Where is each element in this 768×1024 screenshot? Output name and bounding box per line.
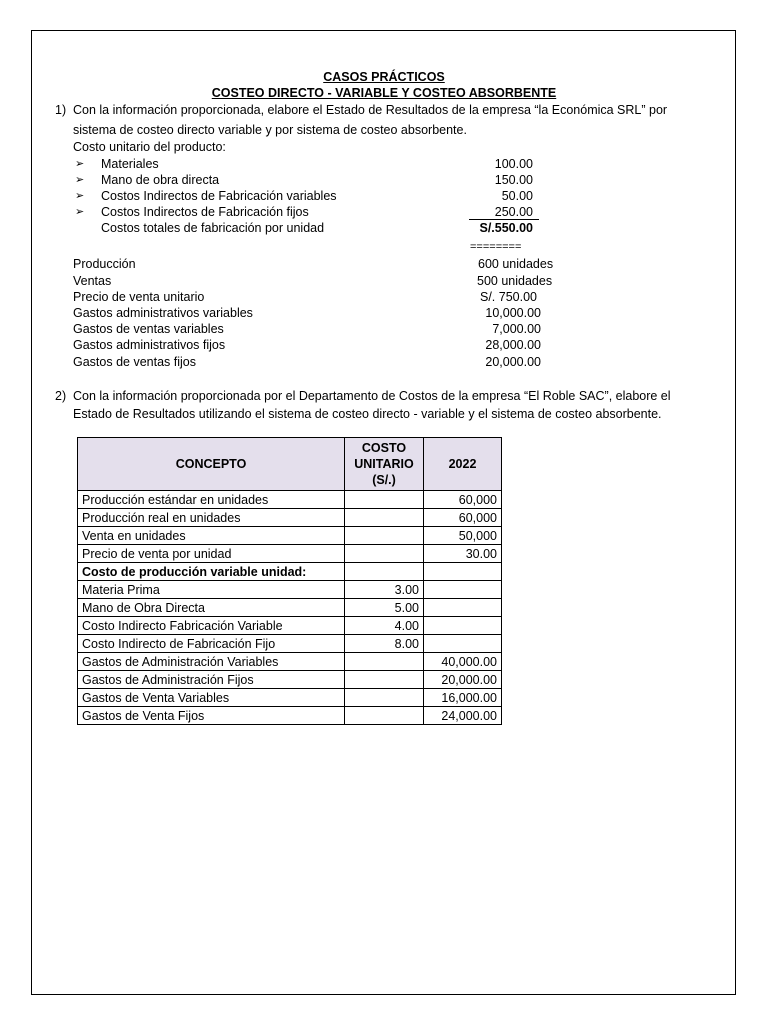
cell-year-value: 30.00 <box>424 545 502 563</box>
case1-text-line2: sistema de costeo directo variable y por sistema de costeo absorbente. <box>73 123 467 137</box>
cell-concept: Gastos de Venta Fijos <box>78 707 345 725</box>
bullet-icon: ➢ <box>75 190 85 202</box>
cell-year-value <box>424 563 502 581</box>
data-item-label: Gastos administrativos variables <box>73 306 253 320</box>
total-cost-value: S/.550.00 <box>479 221 533 235</box>
cost-item-label: Costos Indirectos de Fabricación fijos <box>101 205 309 219</box>
data-item-value: 600 unidades <box>478 257 554 271</box>
header-unit-cost-line2: UNITARIO <box>354 457 414 471</box>
header-unit-cost <box>345 438 424 491</box>
cell-year-value: 24,000.00 <box>424 707 502 725</box>
cell-year-value <box>424 635 502 653</box>
cell-concept: Precio de venta por unidad <box>78 545 345 563</box>
data-item-label: Gastos de ventas fijos <box>73 355 196 369</box>
cost-item-value: 150.00 <box>494 173 533 187</box>
table-row <box>78 563 502 581</box>
case2-text-line2: Estado de Resultados utilizando el sistema de costeo directo - variable y el sistema de costeo absorbente. <box>73 407 662 421</box>
header-concept: CONCEPTO <box>78 438 345 491</box>
cell-unit-cost <box>345 563 424 581</box>
cell-unit-cost: 3.00 <box>345 581 424 599</box>
data-item-label: Gastos administrativos fijos <box>73 338 226 352</box>
bullet-icon: ➢ <box>75 158 85 170</box>
cell-unit-cost <box>345 707 424 725</box>
cell-concept: Gastos de Administración Variables <box>78 653 345 671</box>
cell-year-value <box>424 617 502 635</box>
double-rule: ======== <box>470 241 522 253</box>
table-row <box>78 707 502 725</box>
data-item-label: Producción <box>73 257 136 271</box>
cell-year-value: 60,000 <box>424 509 502 527</box>
cell-concept: Gastos de Administración Fijos <box>78 671 345 689</box>
cell-unit-cost <box>345 689 424 707</box>
cell-year-value <box>424 581 502 599</box>
table-row <box>78 617 502 635</box>
document-subtitle: COSTEO DIRECTO - VARIABLE Y COSTEO ABSORBENTE <box>211 86 557 100</box>
table-row <box>78 545 502 563</box>
header-year: 2022 <box>424 438 502 491</box>
cell-unit-cost: 8.00 <box>345 635 424 653</box>
case2-text-line1: Con la información proporcionada por el Departamento de Costos de la empresa “El Roble SAC”, elabore el <box>73 389 671 403</box>
cell-unit-cost <box>345 509 424 527</box>
document-title: CASOS PRÁCTICOS <box>323 70 445 84</box>
cell-concept: Costo Indirecto Fabricación Variable <box>78 617 345 635</box>
cell-unit-cost: 5.00 <box>345 599 424 617</box>
data-item-value: 10,000.00 <box>485 306 541 320</box>
table-row <box>78 509 502 527</box>
cell-concept: Mano de Obra Directa <box>78 599 345 617</box>
cell-year-value: 20,000.00 <box>424 671 502 689</box>
cell-year-value: 16,000.00 <box>424 689 502 707</box>
case1-text-line1: Con la información proporcionada, elabore el Estado de Resultados de la empresa “la Económica SRL” por <box>73 103 668 117</box>
cell-year-value <box>424 599 502 617</box>
table-row <box>78 491 502 509</box>
cell-concept: Costo Indirecto de Fabricación Fijo <box>78 635 345 653</box>
table-row <box>78 653 502 671</box>
table-header-row <box>78 438 502 491</box>
data-item-label: Ventas <box>73 274 112 288</box>
cell-unit-cost: 4.00 <box>345 617 424 635</box>
bullet-icon: ➢ <box>75 174 85 186</box>
cell-unit-cost <box>345 653 424 671</box>
cell-unit-cost <box>345 671 424 689</box>
data-item-value: 7,000.00 <box>492 322 541 336</box>
cell-year-value: 60,000 <box>424 491 502 509</box>
cost-item-label: Materiales <box>101 157 159 171</box>
table-row <box>78 689 502 707</box>
unit-cost-heading: Costo unitario del producto: <box>73 140 226 154</box>
cell-unit-cost <box>345 527 424 545</box>
cost-item-value: 100.00 <box>494 157 533 171</box>
cell-concept: Materia Prima <box>78 581 345 599</box>
table-row <box>78 599 502 617</box>
data-item-value: 20,000.00 <box>485 355 541 369</box>
cost-item-value: 250.00 <box>494 205 533 219</box>
data-item-label: Precio de venta unitario <box>73 290 205 304</box>
data-item-value: 28,000.00 <box>485 338 541 352</box>
cell-unit-cost <box>345 545 424 563</box>
cell-concept: Producción real en unidades <box>78 509 345 527</box>
cell-year-value: 50,000 <box>424 527 502 545</box>
data-item-value: 500 unidades <box>477 274 553 288</box>
data-item-value: S/. 750.00 <box>480 290 537 304</box>
cost-item-label: Costos Indirectos de Fabricación variables <box>101 189 337 203</box>
cell-concept: Gastos de Venta Variables <box>78 689 345 707</box>
cost-data-table <box>77 437 502 725</box>
total-cost-label: Costos totales de fabricación por unidad <box>101 221 325 235</box>
case1-number: 1) <box>55 103 67 117</box>
cost-item-label: Mano de obra directa <box>101 173 220 187</box>
table-row <box>78 527 502 545</box>
table-row <box>78 635 502 653</box>
cell-unit-cost <box>345 491 424 509</box>
header-unit-cost-line3: (S/.) <box>372 473 396 487</box>
cell-year-value: 40,000.00 <box>424 653 502 671</box>
bullet-icon: ➢ <box>75 206 85 218</box>
cell-concept: Costo de producción variable unidad: <box>78 563 345 581</box>
table-row <box>78 671 502 689</box>
table-row <box>78 581 502 599</box>
cell-concept: Producción estándar en unidades <box>78 491 345 509</box>
data-item-label: Gastos de ventas variables <box>73 322 224 336</box>
cell-concept: Venta en unidades <box>78 527 345 545</box>
case2-number: 2) <box>55 389 67 403</box>
header-unit-cost-line1: COSTO <box>361 441 407 455</box>
cost-item-value: 50.00 <box>501 189 533 203</box>
